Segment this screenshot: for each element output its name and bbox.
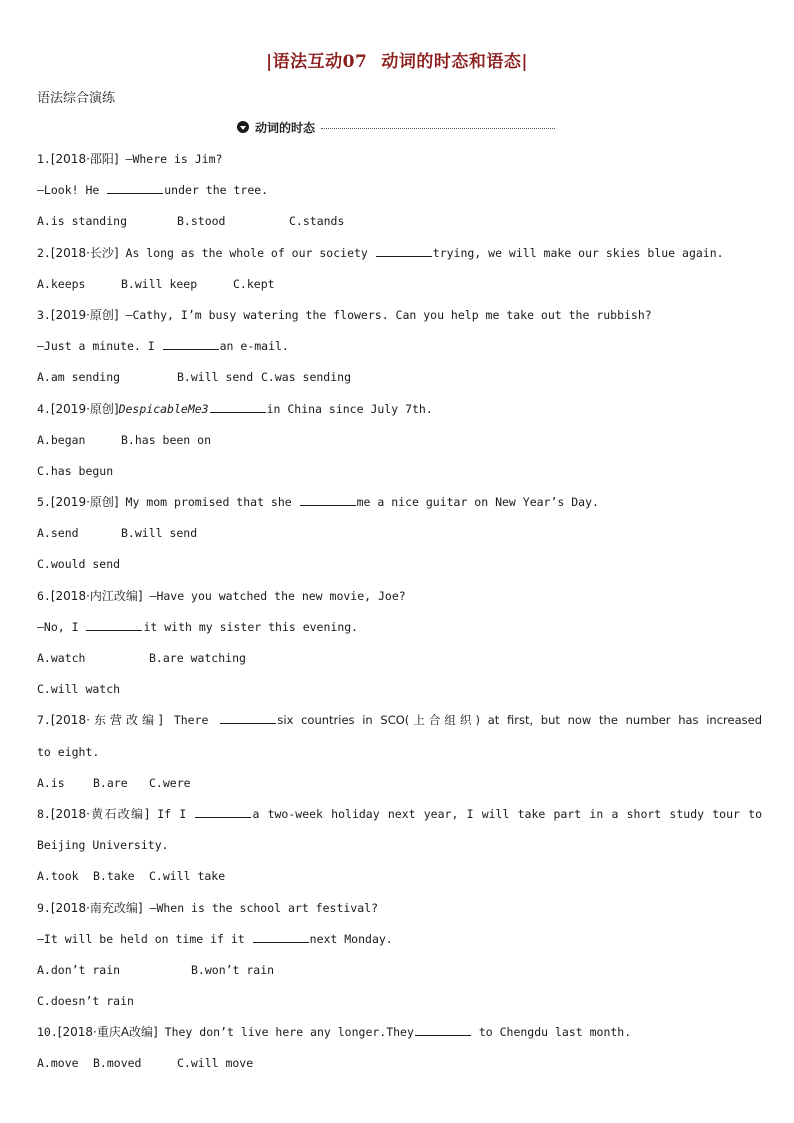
title-main: 语法互动07 (272, 52, 368, 72)
question-10: 10.[2018·重庆A改编] They don’t live here any longer.They to Chengdu last month. (37, 1025, 632, 1040)
question-8: 8.[2018·黄石改编] If I a two-week holiday next year, I will take part in a short study tour to (37, 806, 763, 821)
question-9-reply: —It will be held on time if it next Monday. (37, 931, 393, 946)
question-7-cont: to eight. (37, 744, 100, 759)
option-a[interactable]: A.is (37, 775, 65, 790)
question-1-options (37, 211, 762, 242)
question-7-options (37, 773, 762, 804)
option-a[interactable]: A.send (37, 526, 79, 541)
page-title (0, 47, 794, 72)
section-divider (321, 128, 555, 129)
question-source: [2018·东营改编] (50, 713, 163, 728)
question-source: [2018·邵阳] (50, 152, 119, 166)
question-source: [2018·长沙] (50, 245, 119, 260)
option-a[interactable]: A.began (37, 432, 86, 447)
option-b[interactable]: B.moved (93, 1056, 142, 1071)
option-b[interactable]: B.will send (177, 370, 254, 385)
option-a[interactable]: A.keeps (37, 276, 86, 291)
answer-blank[interactable] (163, 338, 219, 350)
subsection-title: 语法综合演练 (37, 91, 116, 106)
question-source: [2019·原创] (50, 401, 119, 416)
option-a[interactable]: A.don’t rain (37, 962, 121, 977)
option-a[interactable]: A.am sending (37, 370, 121, 385)
question-3-options (37, 367, 762, 398)
option-b[interactable]: B.has been on (121, 432, 212, 447)
answer-blank[interactable] (376, 245, 432, 257)
option-c[interactable]: C.doesn’t rain (37, 994, 134, 1009)
question-6: 6.[2018·内江改编] —Have you watched the new movie, Joe? (37, 588, 406, 603)
question-8-options (37, 866, 762, 897)
question-6-options-2 (37, 679, 762, 710)
option-b[interactable]: B.will send (121, 526, 198, 541)
answer-blank[interactable] (300, 494, 356, 506)
option-b[interactable]: B.are (93, 775, 128, 790)
question-source: [2018·南充改编] (50, 900, 143, 915)
option-a[interactable]: A.took (37, 869, 79, 884)
question-source: [2019·原创] (50, 307, 119, 322)
question-6-options (37, 648, 762, 679)
answer-blank[interactable] (107, 182, 163, 194)
section-heading (237, 118, 555, 136)
option-a[interactable]: A.is standing (37, 214, 128, 229)
question-5-options (37, 523, 762, 554)
question-9: 9.[2018·南充改编] —When is the school art festival? (37, 900, 378, 915)
option-c[interactable]: C.has begun (37, 463, 114, 478)
title-bar-right: | (521, 52, 529, 72)
option-c[interactable]: C.will move (177, 1056, 254, 1071)
option-c[interactable]: C.would send (37, 557, 121, 572)
option-a[interactable]: A.move (37, 1056, 79, 1071)
question-4-options (37, 430, 762, 461)
option-c[interactable]: C.were (149, 775, 191, 790)
title-sub: 动词的时态和语态 (381, 52, 522, 72)
option-c[interactable]: C.will take (149, 869, 226, 884)
question-8-cont: Beijing University. (37, 838, 169, 853)
answer-blank[interactable] (195, 806, 251, 818)
question-10-options (37, 1053, 762, 1084)
option-b[interactable]: B.stood (177, 214, 226, 229)
question-3: 3.[2019·原创] —Cathy, I’m busy watering the flowers. Can you help me take out the rubbish? (37, 307, 652, 322)
answer-blank[interactable] (86, 619, 142, 631)
question-2-options (37, 274, 762, 305)
option-a[interactable]: A.watch (37, 651, 86, 665)
option-c[interactable]: C.stands (289, 214, 345, 229)
question-6-reply: —No, I it with my sister this evening. (37, 619, 359, 634)
question-2: 2.[2018·长沙] As long as the whole of our society trying, we will make our skies blue again. (37, 245, 724, 260)
answer-blank[interactable] (253, 931, 309, 943)
title-bar-left: | (265, 52, 273, 72)
question-9-options (37, 960, 762, 991)
option-c[interactable]: C.will watch (37, 682, 121, 697)
question-source: [2018·重庆A改编] (57, 1025, 158, 1040)
question-5: 5.[2019·原创] My mom promised that she me a nice guitar on New Year’s Day. (37, 495, 599, 510)
question-7: 7.[2018·东营改编] There six countries in SCO(上合组织) at first, but now the number has increased (37, 713, 763, 728)
chevron-down-icon (237, 121, 249, 133)
question-1-reply: —Look! He under the tree. (37, 183, 269, 198)
question-list (37, 149, 762, 1085)
question-5-options-2 (37, 554, 762, 585)
option-b[interactable]: B.won’t rain (191, 962, 275, 977)
movie-title: DespicableMe3 (118, 401, 209, 416)
answer-blank[interactable] (220, 712, 276, 724)
section-heading-text: 动词的时态 (255, 120, 316, 135)
question-1: 1.[2018·邵阳] —Where is Jim? (37, 152, 223, 166)
option-b[interactable]: B.are watching (149, 651, 246, 665)
question-4-options-2 (37, 461, 762, 492)
option-c[interactable]: C.was sending (261, 370, 352, 385)
question-9-options-2 (37, 991, 762, 1022)
option-c[interactable]: C.kept (233, 276, 275, 291)
question-source: [2018·内江改编] (50, 588, 143, 603)
answer-blank[interactable] (415, 1024, 471, 1036)
question-4: 4.[2019·原创]DespicableMe3 in China since July 7th. (37, 401, 433, 416)
question-source: [2018·黄石改编] (50, 806, 150, 821)
question-3-reply: —Just a minute. I an e-mail. (37, 339, 289, 354)
option-b[interactable]: B.will keep (121, 276, 198, 291)
option-b[interactable]: B.take (93, 869, 135, 884)
question-source: [2019·原创] (50, 495, 119, 510)
answer-blank[interactable] (210, 401, 266, 413)
